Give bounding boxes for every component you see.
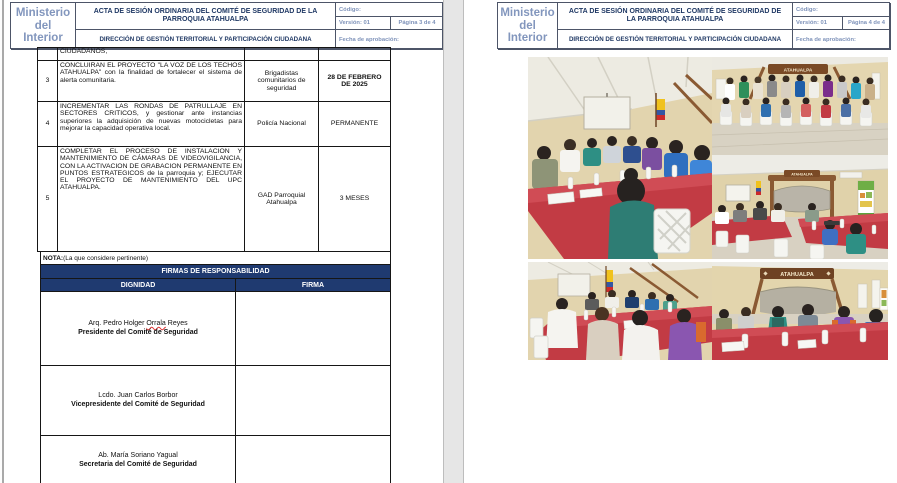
signer-name-part: Arq. Pedro Holger: [88, 320, 147, 327]
empty-cell: [245, 48, 319, 61]
signer-name-part: Reyes: [165, 320, 188, 327]
document-page-4: [464, 0, 897, 483]
photo-meeting-long-table: [528, 57, 712, 259]
row-desc-cell: COMPLETAR EL PROCESO DE INSTALACION Y MANTENIMIENTO DE CÁMARAS DE VIDEOVIGILANCIA, CON LA ACTIVACION DE GRABACION PERMANENTE EN PUNTOS ESTRATEGICOS de la parroquia y; EJECUTAR EL PROYECTO DE MANTENIMIENTO DEL UPC ATAHUALPA.: [58, 147, 245, 252]
photo-meeting-wide-hall: [712, 155, 888, 259]
col-header-firma: FIRMA: [236, 279, 391, 292]
atahualpa-sign-text: ATAHUALPA: [791, 172, 813, 177]
row-responsible-cell: GAD Parroquial Atahualpa: [245, 147, 319, 252]
atahualpa-sign-text: ATAHUALPA: [780, 272, 814, 278]
row-num-cell: 4: [38, 102, 58, 147]
firmas-title-bar: FIRMAS DE RESPONSABILIDAD: [41, 265, 391, 279]
logo-line: Interior: [23, 32, 63, 45]
signature-dignity-cell: [41, 366, 236, 436]
logo-line: Ministerio: [15, 7, 71, 20]
signer-name: [88, 320, 187, 329]
document-title: ACTA DE SESIÓN ORDINARIA DEL COMITÉ DE SEGURIDAD DE LA PARROQUIA ATAHUALPA: [76, 3, 336, 30]
version-label: Versión: 01: [336, 17, 391, 30]
signature-dignity-cell: [41, 292, 236, 366]
page4-header-table: [497, 2, 890, 49]
signer-role: Vicepresidente del Comité de Seguridad: [71, 400, 205, 408]
photo-group-atahualpa-hall: [712, 57, 888, 155]
carryover-text: CIUDADANOS,: [58, 48, 245, 61]
signer-role: Secretaria del Comité de Seguridad: [79, 460, 197, 468]
document-page-3: [4, 0, 443, 483]
document-title: ACTA DE SESIÓN ORDINARIA DEL COMITÉ DE SEGURIDAD DE LA PARROQUIA ATAHUALPA: [558, 3, 793, 30]
document-subtitle: DIRECCIÓN DE GESTIÓN TERRITORIAL Y PARTICIPACIÓN CIUDADANA: [76, 30, 336, 50]
signer-name: Lcdo. Juan Carlos Borbor: [98, 392, 178, 399]
row-term-cell: 28 DE FEBRERO DE 2025: [319, 61, 391, 102]
logo-line: del: [519, 19, 536, 32]
photo-meeting-atahualpa-sign: [712, 262, 888, 360]
codigo-label: Código:: [336, 3, 443, 17]
ministerio-logo: [11, 3, 76, 50]
row-responsible-cell: Brigadistas comunitarios de seguridad: [245, 61, 319, 102]
ministerio-logo: [498, 3, 558, 50]
logo-line: Ministerio: [500, 7, 555, 20]
page-separator: [443, 0, 464, 483]
signature-blank-cell: [236, 366, 391, 436]
row-num-cell: 3: [38, 61, 58, 102]
row-responsible-cell: Policía Nacional: [245, 102, 319, 147]
signature-blank-cell: [236, 292, 391, 366]
version-label: Versión: 01: [793, 17, 843, 30]
page-number-label: Página 4 de 4: [843, 17, 891, 30]
fecha-aprobacion-label: Fecha de aprobación:: [336, 30, 443, 50]
action-items-table: [37, 47, 391, 252]
signature-blank-cell: [236, 436, 391, 483]
page3-header-table: [10, 2, 443, 49]
signature-dignity-cell: [41, 436, 236, 483]
firmas-table: [40, 251, 391, 483]
document-subtitle: DIRECCIÓN DE GESTIÓN TERRITORIAL Y PARTICIPACIÓN CIUDADANA: [558, 30, 793, 50]
empty-cell: [319, 48, 391, 61]
signer-name-part: Orrala: [146, 320, 166, 327]
fecha-aprobacion-label: Fecha de aprobación:: [793, 30, 891, 50]
col-header-dignidad: DIGNIDAD: [41, 279, 236, 292]
logo-line: del: [34, 19, 52, 32]
row-term-cell: 3 MESES: [319, 147, 391, 252]
row-num-cell: [38, 48, 58, 61]
row-num-cell: 5: [38, 147, 58, 252]
signer-role: Presidente del Comité de Seguridad: [78, 328, 198, 336]
row-desc-cell: INCREMENTAR LAS RONDAS DE PATRULLAJE EN SECTORES CRITICOS, y gestionar ante instancias superiores la adquisición de nuevas motocicletas para mejorar la capacidad operativa local.: [58, 102, 245, 147]
row-desc-cell: CONCLUIRAN EL PROYECTO "LA VOZ DE LOS TECHOS ATAHUALPA" con la finalidad de fortalecer el sistema de alerta comunitaria.: [58, 61, 245, 102]
codigo-label: Código:: [793, 3, 891, 17]
logo-line: Interior: [507, 32, 548, 45]
nota-text: (La que considere pertinente): [63, 254, 149, 262]
photo-meeting-table-2: [528, 262, 712, 360]
atahualpa-sign-text: ATAHUALPA: [783, 68, 813, 74]
signer-name: Ab. María Soriano Yagual: [98, 452, 178, 459]
row-term-cell: PERMANENTE: [319, 102, 391, 147]
nota-label: NOTA:: [43, 254, 64, 262]
nota-row: [41, 252, 391, 265]
page-number-label: Página 3 de 4: [391, 17, 443, 30]
